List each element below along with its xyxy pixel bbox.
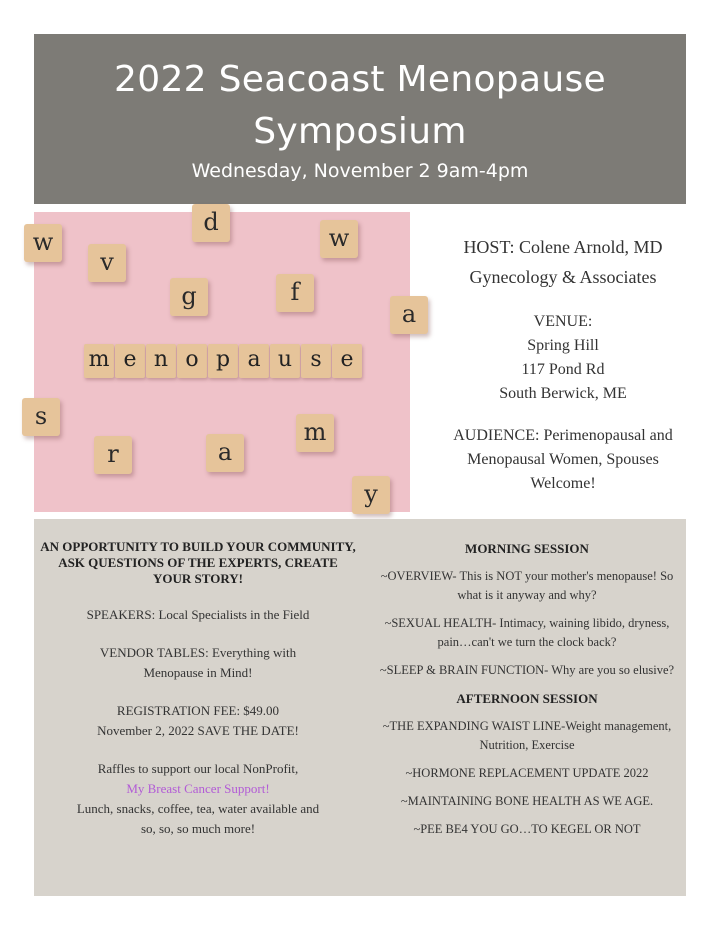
word-tile: o [177,344,207,378]
afternoon-item: ~HORMONE REPLACEMENT UPDATE 2022 [405,766,649,780]
letter-tile: f [276,274,314,312]
speakers-text: SPEAKERS: Local Specialists in the Field [86,607,310,622]
letter-tile: g [170,278,208,316]
afternoon-item: ~MAINTAINING BONE HEALTH AS WE AGE. [400,794,654,808]
menopause-word-tiles [84,344,362,378]
menopause-letter-tiles-photo [32,208,417,512]
word-tile: e [115,344,145,378]
title-line-1: 2022 Seacoast Menopause [114,59,606,100]
title-line-2: Symposium [253,111,467,152]
page-title [34,34,686,158]
afternoon-item: ~PEE BE4 YOU GO…TO KEGEL OR NOT [413,822,641,836]
venue-label: VENUE: [533,313,593,330]
letter-tile: w [320,220,358,258]
afternoon-item: ~THE EXPANDING WAIST LINE-Weight management, Nutrition, Exercise [382,719,672,752]
word-tile: u [270,344,300,378]
event-date: Wednesday, November 2 9am-4pm [191,160,529,182]
audience-line-3: Welcome! [530,475,596,492]
details-panel [34,519,686,896]
host-line: HOST: Colene Arnold, MD [463,237,663,257]
lunch-text-1: Lunch, snacks, coffee, tea, water available and [76,801,320,816]
event-details-column [40,539,356,839]
venue-street: 117 Pond Rd [521,361,605,378]
word-tile: e [332,344,362,378]
lunch-text-2: so, so, so much more! [140,821,256,836]
word-tile: a [239,344,269,378]
morning-item: ~SEXUAL HEALTH- Intimacy, waining libido, dryness, pain…can't we turn the clock back? [384,616,670,649]
letter-tile: a [390,296,428,334]
word-tile: n [146,344,176,378]
host-organization: Gynecology & Associates [469,267,657,287]
venue-name: Spring Hill [527,337,599,354]
letter-tile: a [206,434,244,472]
morning-session-title: MORNING SESSION [465,541,589,556]
word-tile: m [84,344,114,378]
morning-item: ~SLEEP & BRAIN FUNCTION- Why are you so elusive? [379,663,675,677]
word-tile: s [301,344,331,378]
host-venue-info [418,232,708,496]
vendor-text-2: Menopause in Mind! [143,665,253,680]
afternoon-session-title: AFTERNOON SESSION [456,691,598,706]
audience-line-2: Menopausal Women, Spouses [467,451,659,468]
letter-tile: r [94,436,132,474]
venue-city: South Berwick, ME [499,385,627,402]
letter-tile: d [192,204,230,242]
morning-item: ~OVERVIEW- This is NOT your mother's menopause! So what is it anyway and why? [380,569,674,602]
opportunity-heading: AN OPPORTUNITY TO BUILD YOUR COMMUNITY, ASK QUESTIONS OF THE EXPERTS, CREATE YOUR STORY! [40,539,356,586]
sessions-column [372,539,682,839]
letter-tile: v [88,244,126,282]
vendor-text-1: VENDOR TABLES: Everything with [99,645,297,660]
save-the-date: November 2, 2022 SAVE THE DATE! [97,723,299,738]
letter-tile: m [296,414,334,452]
title-banner [34,34,686,204]
letter-tile: w [24,224,62,262]
registration-fee: REGISTRATION FEE: $49.00 [116,703,280,718]
nonprofit-link[interactable]: My Breast Cancer Support! [126,781,270,796]
raffles-text: Raffles to support our local NonProfit, [97,761,299,776]
letter-tile: y [352,476,390,514]
word-tile: p [208,344,238,378]
audience-line-1: AUDIENCE: Perimenopausal and [453,427,673,444]
letter-tile: s [22,398,60,436]
